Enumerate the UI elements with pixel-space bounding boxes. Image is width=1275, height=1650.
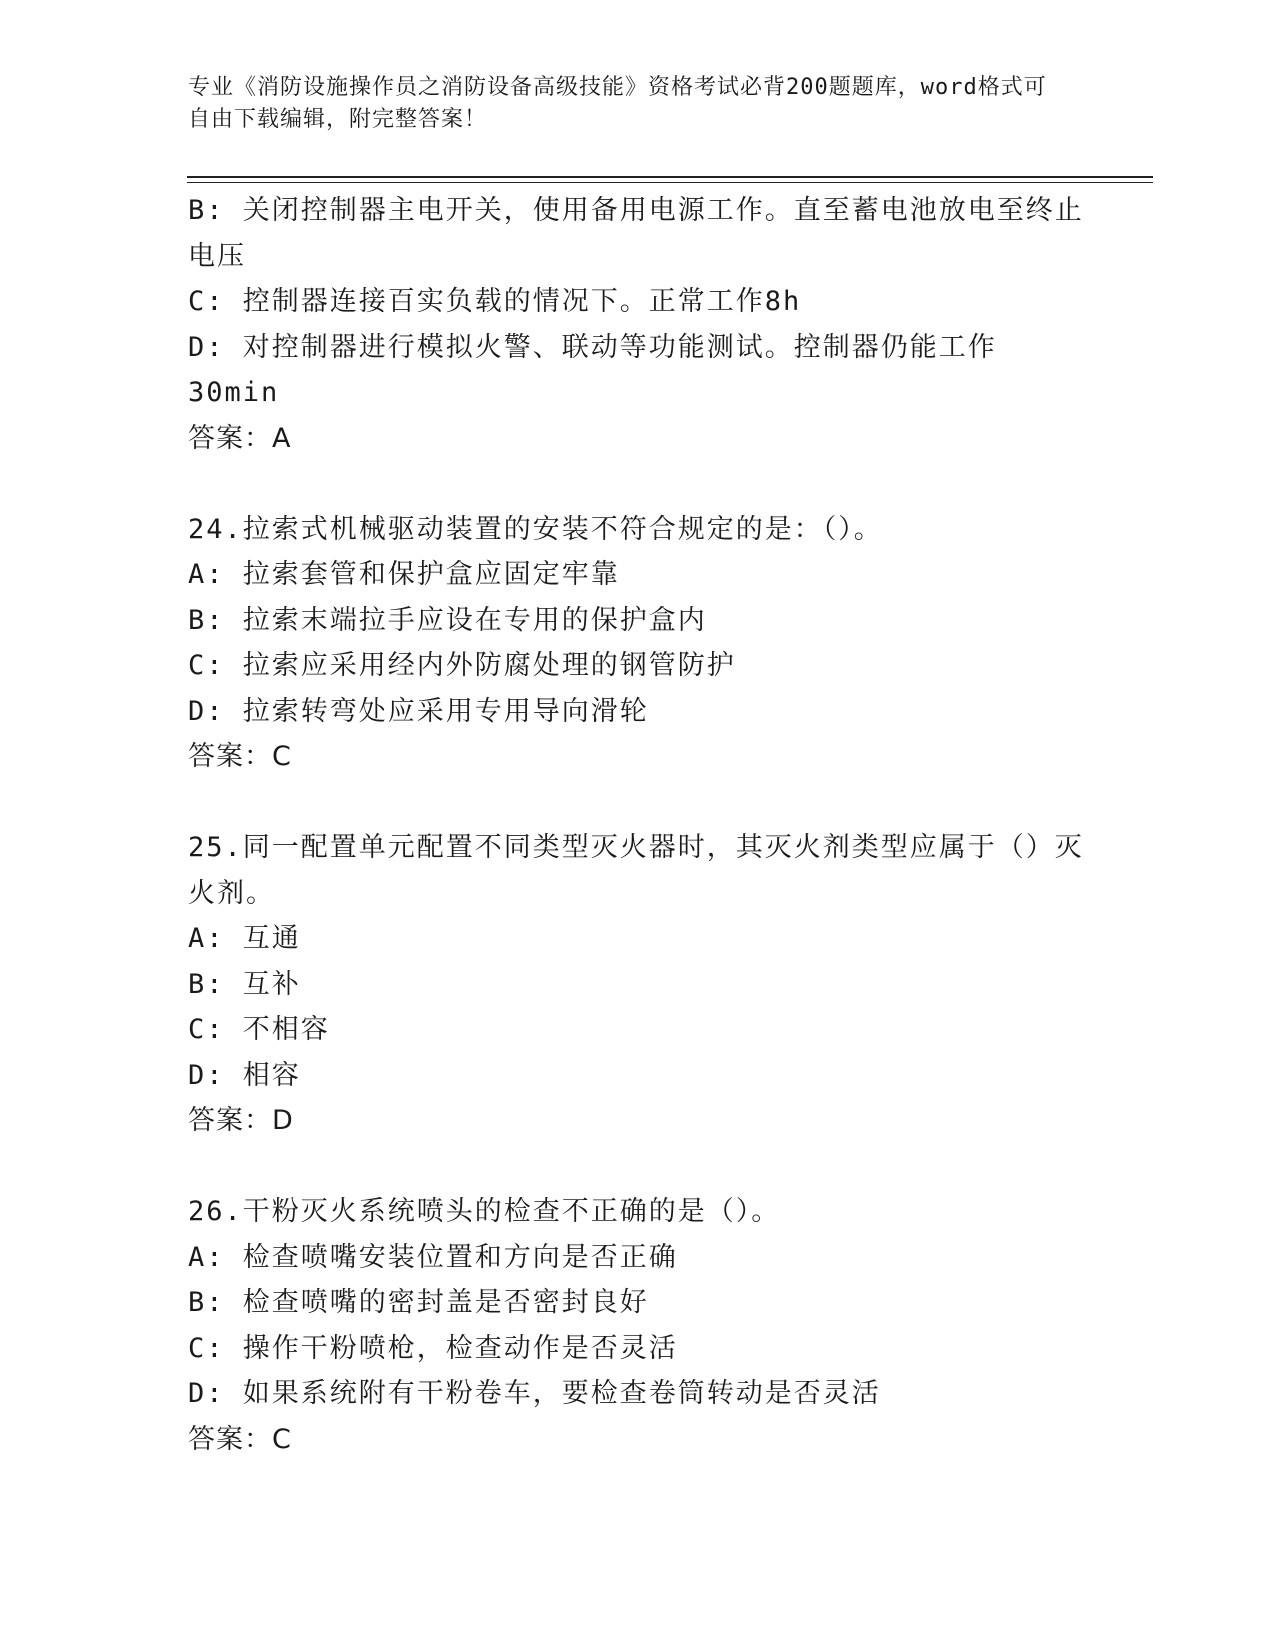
question-stem: 24.拉索式机械驱动装置的安装不符合规定的是：（）。 bbox=[188, 513, 883, 545]
answer-line: 答案：C bbox=[188, 1423, 292, 1455]
option-d: D: 如果系统附有干粉卷车，要检查卷筒转动是否灵活 bbox=[188, 1378, 881, 1409]
option-a: A: 互通 bbox=[188, 923, 301, 954]
header-title: 专业《消防设施操作员之消防设备高级技能》资格考试必背200题题库，word格式可自由下载编辑，附完整答案！ bbox=[188, 75, 1047, 132]
answer-line: 答案：C bbox=[188, 741, 292, 772]
question-list bbox=[188, 188, 1088, 1462]
question-stem: 25.同一配置单元配置不同类型灭火器时，其灭火剂类型应属于（）灭火剂。 bbox=[188, 832, 1084, 909]
question-26 bbox=[188, 1189, 1088, 1462]
option-a: A: 拉索套管和保护盒应固定牢靠 bbox=[188, 559, 620, 590]
option-c: C: 操作干粉喷枪，检查动作是否灵活 bbox=[188, 1332, 678, 1364]
question-stem: 26.干粉灭火系统喷头的检查不正确的是（）。 bbox=[188, 1196, 781, 1227]
document-header bbox=[188, 72, 1068, 136]
spacer bbox=[188, 461, 1088, 507]
option-c: C: 拉索应采用经内外防腐处理的钢管防护 bbox=[188, 650, 736, 681]
option-d: D: 对控制器进行模拟火警、联动等功能测试。控制器仍能工作30min bbox=[188, 331, 997, 408]
option-c: C: 不相容 bbox=[188, 1014, 330, 1045]
answer-line: 答案：D bbox=[188, 1105, 294, 1136]
answer-line: 答案：A bbox=[188, 422, 292, 454]
header-divider-thick bbox=[187, 176, 1153, 178]
option-b: B: 互补 bbox=[188, 968, 301, 1000]
question-24 bbox=[188, 507, 1088, 780]
option-b: B: 关闭控制器主电开关，使用备用电源工作。直至蓄电池放电至终止电压 bbox=[188, 195, 1084, 272]
spacer bbox=[188, 780, 1088, 826]
question-25 bbox=[188, 825, 1088, 1144]
option-b: B: 检查喷嘴的密封盖是否密封良好 bbox=[188, 1287, 649, 1318]
spacer bbox=[188, 1144, 1088, 1190]
option-b: B: 拉索末端拉手应设在专用的保护盒内 bbox=[188, 604, 707, 636]
option-d: D: 拉索转弯处应采用专用导向滑轮 bbox=[188, 695, 649, 727]
question-23-continued bbox=[188, 188, 1088, 461]
option-d: D: 相容 bbox=[188, 1059, 301, 1091]
header-divider-thin bbox=[187, 182, 1153, 183]
option-c: C: 控制器连接百实负载的情况下。正常工作8h bbox=[188, 286, 802, 317]
option-a: A: 检查喷嘴安装位置和方向是否正确 bbox=[188, 1241, 678, 1273]
